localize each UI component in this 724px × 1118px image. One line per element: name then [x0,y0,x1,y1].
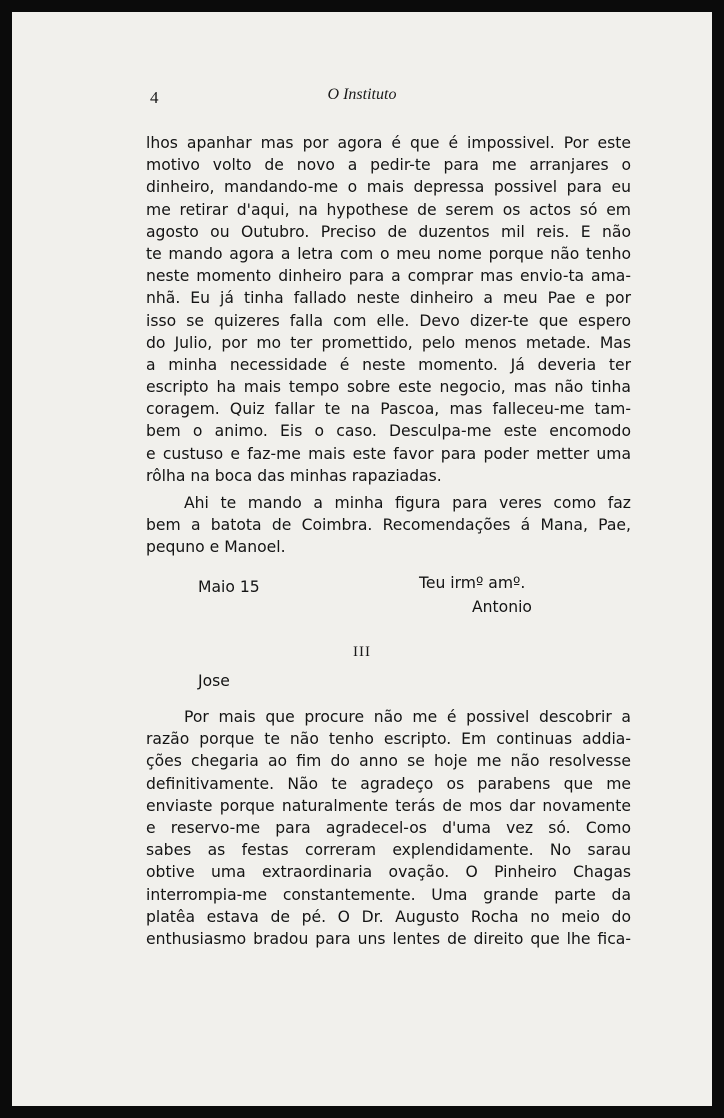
text-line: Ahi te mando a minha figura para veres como faz [184,494,631,512]
letter-signature: Antonio [472,598,532,616]
text-line: enthusiasmo bradou para uns lentes de direito que lhe fica- [146,929,631,948]
text-line: neste momento dinheiro para a comprar mas envio-ta ama- [146,267,631,286]
text-line: platêa estava de pé. O Dr. Augusto Rocha no meio do [146,907,631,926]
text-line: coragem. Quiz fallar te na Pascoa, mas falleceu-me tam- [146,400,631,419]
running-title: O Instituto [327,86,397,103]
letter-one-paragraph-2 [146,492,631,559]
text-line: e custuso e faz-me mais este favor para poder metter uma [146,444,631,463]
text-line: e reservo-me para agradecel-os d'uma vez só. Como [146,818,631,837]
text-line: motivo volto de novo a pedir-te para me arranjares o [146,156,631,175]
text-line: bem a batota de Coimbra. Recomendações á Mana, Pae, [146,516,631,535]
text-line: interrompia-me constantemente. Uma grande parte da [146,885,631,904]
text-line: rôlha na boca das minhas rapaziadas. [146,466,442,485]
text-line: lhos apanhar mas por agora é que é impossivel. Por este [146,134,631,152]
text-line: pequno e Manoel. [146,538,286,557]
page-number: 4 [150,88,159,107]
section-numeral: III [353,644,371,660]
text-line: isso se quizeres falla com elle. Devo dizer-te que espero [146,311,631,330]
page-header [12,84,712,114]
text-line: ções chegaria ao fim do anno se hoje me não resolvesse [146,752,631,771]
text-line: te mando agora a letra com o meu nome porque não tenho [146,244,631,263]
text-line: definitivamente. Não te agradeço os parabens que me [146,774,631,793]
text-line: obtive uma extraordinaria ovação. O Pinheiro Chagas [146,863,631,882]
letter-two-paragraph-1 [146,706,631,950]
text-line: agosto ou Outubro. Preciso de duzentos mil reis. E não [146,222,631,241]
text-line: escripto ha mais tempo sobre este negocio, mas não tinha [146,378,631,397]
text-line: Por mais que procure não me é possivel descobrir a [184,708,631,726]
text-line: do Julio, por mo ter promettido, pelo menos metade. Mas [146,333,631,352]
text-line: enviaste porque naturalmente terás de mos dar novamente [146,796,631,815]
text-line: razão porque te não tenho escripto. Em continuas addia- [146,730,631,749]
text-line: me retirar d'aqui, na hypothese de serem os actos só em [146,200,631,219]
letter-one-signoff [12,568,712,628]
text-line: nhã. Eu já tinha fallado neste dinheiro a meu Pae e por [146,289,631,308]
text-line: bem o animo. Eis o caso. Desculpa-me este encomodo [146,422,631,441]
text-line: a minha necessidade é neste momento. Já deveria ter [146,355,631,374]
letter-closing: Teu irmº amº. [419,574,526,592]
letter-salutation: Jose [198,672,230,690]
text-line: sabes as festas correram explendidamente. No sarau [146,841,631,860]
text-line: dinheiro, mandando-me o mais depressa possivel para eu [146,178,631,197]
letter-one-paragraph-1 [146,132,631,487]
book-page [12,12,712,1106]
letter-date: Maio 15 [198,578,260,596]
